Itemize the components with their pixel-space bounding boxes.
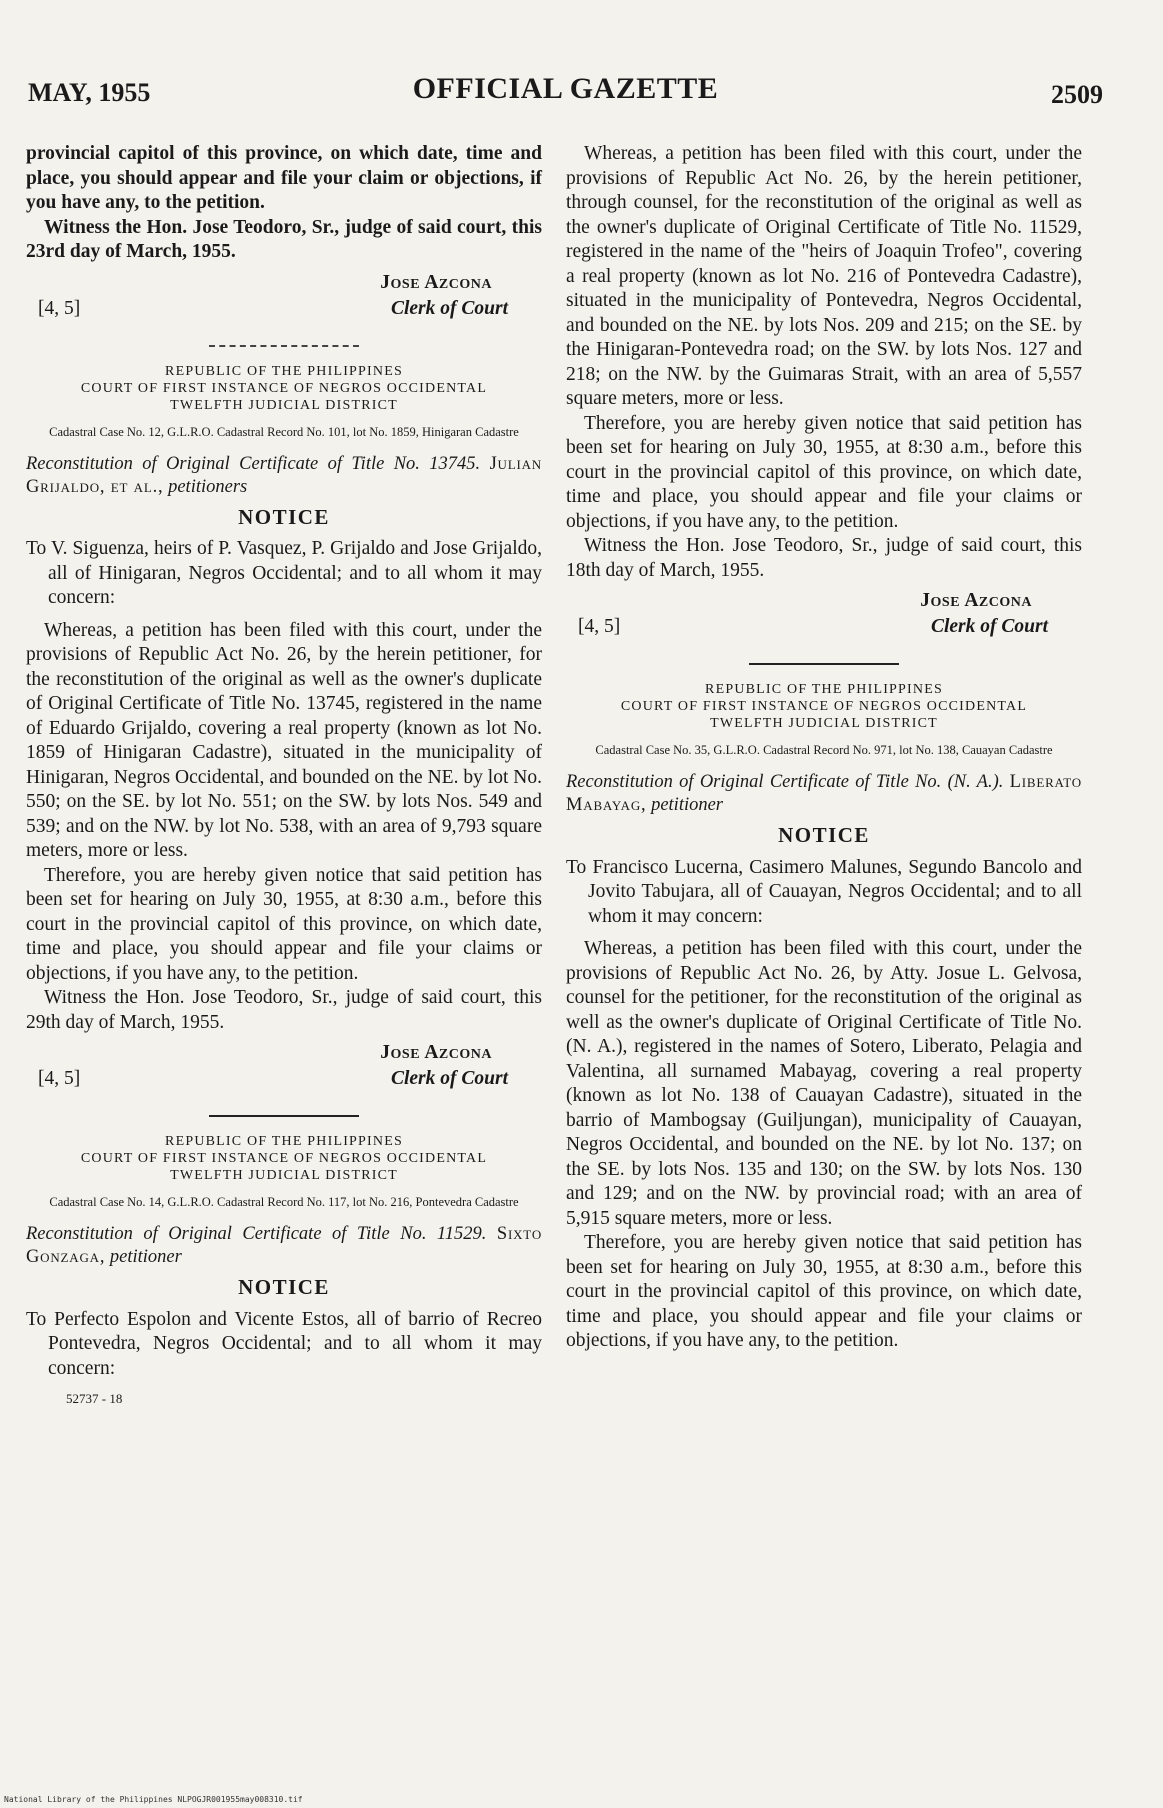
signature-block: [26, 1041, 542, 1095]
carryover-paragraph: provincial capitol of this province, on which date, time and place, you should appear and file your claim or objections, if you have any, to the petition.: [26, 143, 542, 213]
signatory-name: Jose Azcona: [920, 590, 1032, 611]
reconstitution-title: [26, 453, 542, 499]
case-info: Cadastral Case No. 14, G.L.R.O. Cadastral Record No. 117, lot No. 216, Pontevedra Cadastre: [49, 1195, 519, 1209]
divider: [209, 1115, 359, 1117]
signatory-name: Jose Azcona: [380, 1042, 492, 1063]
court-line: TWELFTH JUDICIAL DISTRICT: [710, 716, 938, 731]
court-line: TWELFTH JUDICIAL DISTRICT: [170, 1168, 398, 1183]
signatory-name: Jose Azcona: [380, 271, 492, 293]
witness-paragraph: Witness the Hon. Jose Teodoro, Sr., judge of said court, this 23rd day of March, 1955.: [26, 216, 542, 262]
recon-party: Liberato Mabayag,: [566, 772, 1082, 815]
signatory-title: Clerk of Court: [930, 616, 1048, 637]
recon-title-text: Reconstitution of Original Certificate of Title No. 13745.: [26, 453, 481, 474]
reconstitution-title: [566, 771, 1082, 817]
publication-ref: [4, 5]: [578, 616, 621, 637]
court-line: COURT OF FIRST INSTANCE OF NEGROS OCCIDENTAL: [80, 1151, 488, 1166]
therefore-paragraph: Therefore, you are hereby given notice that said petition has been set for hearing on July 30, 1955, at 8:30 a.m., before this court in the provincial capitol of this province, on which date, time and place, you should appear and file your claims or objections, if you have any, to the petition.: [566, 1232, 1082, 1351]
recon-role: petitioner: [651, 795, 724, 815]
witness-paragraph: Witness the Hon. Jose Teodoro, Sr., judge of said court, this 29th day of March, 1955.: [26, 987, 542, 1033]
whereas-paragraph: Whereas, a petition has been filed with this court, under the provisions of Republic Act No. 26, by the herein petitioner, for the reconstitution of the original as well as the owner's duplicate of Original Certificate of Title No. 13745, registered in the name of Eduardo Grijaldo, covering a real property (known as lot No. 1859 of Hinigaran Cadastre), situated in the municipality of Hinigaran, Negros Occidental, and bounded on the NE. by lot No. 550; on the SE. by lot No. 551; on the SW. by lots Nos. 549 and 539; and on the NW. by lot No. 538, with an area of 9,793 square meters, more or less.: [26, 619, 542, 861]
recon-party: Julian Grijaldo, et al.,: [26, 453, 542, 497]
court-heading: [566, 681, 1082, 732]
recon-title-text: Reconstitution of Original Certificate of Title No. (N. A.).: [566, 772, 1004, 792]
addressee: To Perfecto Espolon and Vicente Estos, all of barrio of Recreo Pontevedra, Negros Occidental; and to all whom it may concern:: [26, 1308, 542, 1379]
publication-ref: [4, 5]: [38, 297, 81, 319]
recon-title-text: Reconstitution of Original Certificate of Title No. 11529.: [26, 1224, 487, 1244]
addressee: To Francisco Lucerna, Casimero Malunes, Segundo Bancolo and Jovito Tabujara, all of Cauayan, Negros Occidental; and to all whom it may concern:: [566, 856, 1082, 927]
publication-ref: [4, 5]: [38, 1068, 81, 1089]
therefore-paragraph: Therefore, you are hereby given notice that said petition has been set for hearing on July 30, 1955, at 8:30 a.m., before this court in the provincial capitol of this province, on which date, time and place, you should appear and file your claims or objections, if you have any, to the petition.: [26, 864, 542, 984]
case-info: Cadastral Case No. 35, G.L.R.O. Cadastral Record No. 971, lot No. 138, Cauayan Cadastre: [595, 743, 1053, 757]
court-line: REPUBLIC OF THE PHILIPPINES: [165, 1134, 403, 1149]
divider: [209, 345, 359, 347]
recon-role: petitioners: [168, 476, 248, 497]
signature-block: [26, 271, 542, 325]
left-column: [26, 142, 542, 1412]
therefore-paragraph: Therefore, you are hereby given notice that said petition has been set for hearing on July 30, 1955, at 8:30 a.m., before this court in the provincial capitol of this province, on which date, time and place, you should appear and file your claims or objections, if you have any, to the petition.: [566, 412, 1082, 532]
header-title: OFFICIAL GAZETTE: [412, 72, 719, 105]
notice-heading: NOTICE: [778, 823, 870, 847]
notice-heading: NOTICE: [238, 504, 330, 529]
library-watermark: National Library of the Philippines NLPOGJR001955may008310.tif: [4, 1795, 303, 1804]
whereas-paragraph: Whereas, a petition has been filed with this court, under the provisions of Republic Act No. 26, by the herein petitioner, through counsel, for the reconstitution of the original as well as the owner's duplicate of Original Certificate of Title No. 11529, registered in the name of the "heirs of Joaquin Trofeo", covering a real property (known as lot No. 216 of Pontevedra Cadastre), situated in the municipality of Pontevedra, Negros Occidental, and bounded on the NE. by lots Nos. 209 and 215; on the SE. by the Hinigaran-Pontevedra road; on the SW. by lots Nos. 127 and 218; on the NW. by the Guimaras Strait, with an area of 5,557 square meters, more or less.: [566, 143, 1082, 409]
court-line: REPUBLIC OF THE PHILIPPINES: [705, 682, 943, 697]
recon-party: Sixto Gonzaga,: [26, 1224, 543, 1267]
whereas-paragraph: Whereas, a petition has been filed with this court, under the provisions of Republic Act No. 26, by Atty. Josue L. Gelvosa, counsel for the petitioner, for the reconstitution of the original as well as the owner's duplicate of Original Certificate of Title No. (N. A.), registered in the names of Sotero, Liberato, Pelagia and Valentina, all surnamed Mabayag, covering a real property (known as lot No. 138 of Cauayan Cadastre), situated in the barrio of Mambogsay (Guiljungan), municipality of Cauayan, Negros Occidental, and bounded on the NE. by lot No. 137; on the SE. by lots Nos. 135 and 130; on the SW. by lots Nos. 130 and 129; and on the NW. by provincial road; with an area of 5,915 square meters, more or less.: [566, 938, 1082, 1229]
court-heading: [26, 1133, 542, 1184]
printer-code: 52737 - 18: [66, 1391, 123, 1406]
court-line: TWELFTH JUDICIAL DISTRICT: [170, 397, 398, 413]
header-date: MAY, 1955: [28, 78, 151, 107]
case-info: Cadastral Case No. 12, G.L.R.O. Cadastral Record No. 101, lot No. 1859, Hinigaran Cadastre: [49, 424, 519, 439]
page-number: 2509: [1051, 80, 1103, 109]
court-line: COURT OF FIRST INSTANCE OF NEGROS OCCIDENTAL: [80, 380, 488, 396]
witness-paragraph: Witness the Hon. Jose Teodoro, Sr., judge of said court, this 18th day of March, 1955.: [566, 535, 1082, 581]
recon-role: petitioner: [109, 1247, 182, 1267]
court-heading: [26, 363, 542, 414]
signature-block: [566, 589, 1082, 643]
signatory-title: Clerk of Court: [390, 1068, 508, 1089]
reconstitution-title: [26, 1223, 542, 1269]
court-line: COURT OF FIRST INSTANCE OF NEGROS OCCIDENTAL: [620, 699, 1028, 714]
right-column: [566, 142, 1082, 1354]
page-header: [28, 72, 1103, 112]
signatory-title: Clerk of Court: [390, 297, 508, 319]
court-line: REPUBLIC OF THE PHILIPPINES: [165, 363, 403, 379]
addressee: To V. Siguenza, heirs of P. Vasquez, P. Grijaldo and Jose Grijaldo, all of Hinigaran, Negros Occidental; and to all whom it may concern:: [26, 538, 542, 608]
notice-heading: NOTICE: [238, 1275, 330, 1299]
divider: [749, 663, 899, 665]
